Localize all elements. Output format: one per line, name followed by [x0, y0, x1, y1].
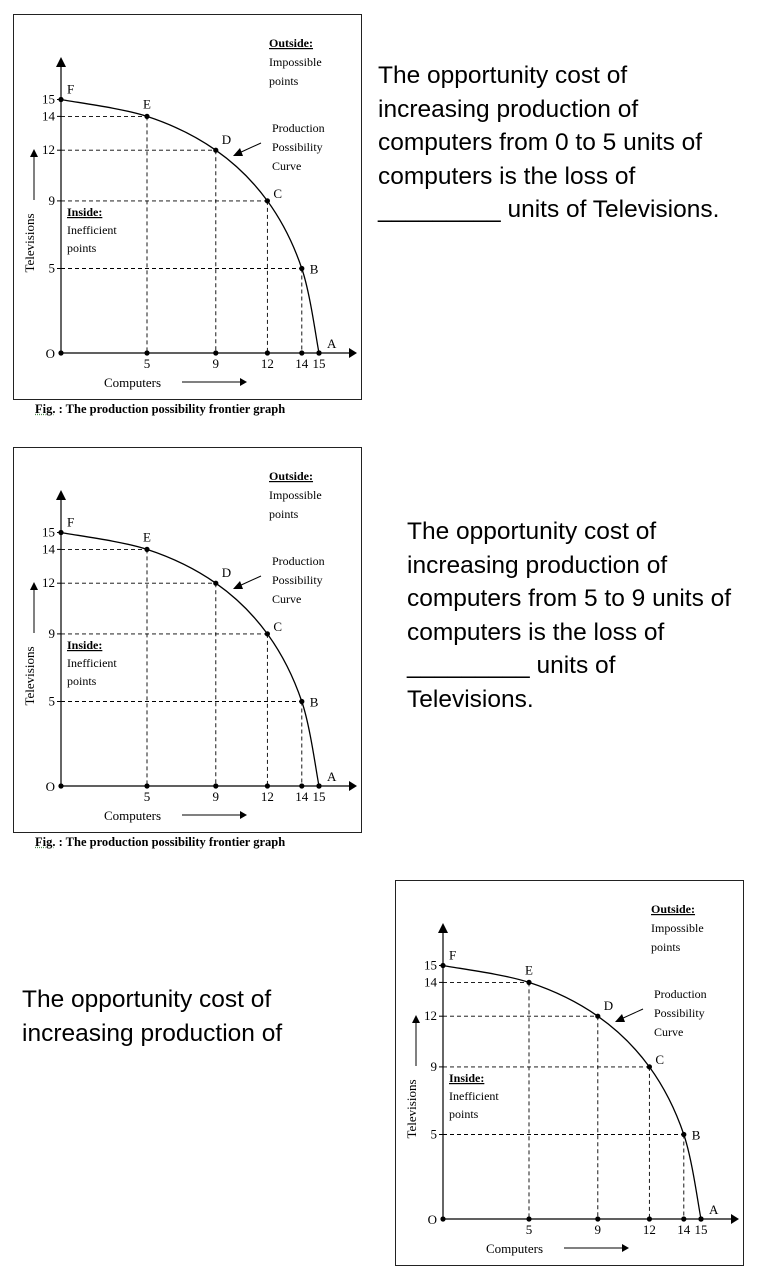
- x-tick-label: 9: [594, 1222, 602, 1237]
- ppf-chart-1: [14, 15, 363, 401]
- x-tick-label: 5: [525, 1222, 533, 1237]
- figure-caption-1: [35, 402, 285, 417]
- ppf-chart-panel-2: [13, 447, 362, 833]
- point-label-A: A: [327, 769, 337, 784]
- point-F: [58, 97, 63, 102]
- point-label-B: B: [309, 261, 319, 277]
- curve-annotation-arrow-line: [621, 1009, 643, 1019]
- ppf-chart-2: [14, 448, 363, 834]
- point-E: [526, 980, 531, 985]
- outside-text: points: [269, 507, 299, 521]
- x-tick-dot: [595, 1216, 600, 1221]
- point-B: [299, 266, 304, 271]
- curve-annotation-text: Production: [272, 554, 325, 568]
- inside-text: points: [67, 241, 97, 255]
- curve-annotation-arrow-line: [239, 576, 261, 586]
- y-tick-label: 14: [42, 541, 55, 557]
- y-axis-arrow: [56, 490, 66, 500]
- origin-dot: [58, 783, 63, 788]
- y-tick-label: 15: [42, 524, 55, 540]
- curve-annotation-text: Possibility: [272, 140, 323, 154]
- x-axis-arrow: [349, 781, 357, 791]
- outside-text: Impossible: [269, 488, 322, 502]
- point-label-D: D: [221, 132, 232, 148]
- point-label-F: F: [67, 514, 75, 530]
- point-label-E: E: [143, 96, 151, 112]
- x-label-arrow-head: [240, 811, 247, 819]
- inside-title: Inside:: [67, 638, 103, 652]
- question-text-1: The opportunity cost of increasing production of computers from 0 to 5 units of computers is the loss of _________ units of Televisions.: [378, 62, 720, 223]
- y-tick-label: 5: [48, 693, 55, 709]
- point-label-C: C: [655, 1051, 665, 1067]
- x-axis-arrow: [731, 1214, 739, 1224]
- question-text-2: The opportunity cost of increasing production of computers from 5 to 9 units of computers is the loss of _________ units of Televisions.: [407, 518, 732, 713]
- point-label-E: E: [143, 529, 151, 545]
- point-C: [647, 1064, 652, 1069]
- x-tick-dot: [299, 783, 304, 788]
- curve-annotation-arrow-line: [239, 143, 261, 153]
- curve-annotation-arrow-head: [233, 581, 243, 589]
- y-axis-label: Televisions: [404, 1079, 419, 1139]
- x-tick-dot: [144, 783, 149, 788]
- y-label-arrow-head: [412, 1015, 420, 1023]
- point-label-D: D: [603, 998, 614, 1014]
- y-tick-label: 5: [430, 1126, 437, 1142]
- curve-annotation-text: Possibility: [654, 1006, 705, 1020]
- x-axis-label: Computers: [104, 375, 162, 390]
- point-A: [316, 783, 321, 788]
- point-label-D: D: [221, 565, 232, 581]
- x-tick-label: 14: [295, 356, 309, 371]
- question-text-3: The opportunity cost of increasing production of: [22, 986, 283, 1047]
- point-A: [698, 1216, 703, 1221]
- ppf-chart-3: [396, 881, 745, 1267]
- point-label-A: A: [709, 1202, 719, 1217]
- point-label-E: E: [525, 962, 533, 978]
- x-axis-label: Computers: [104, 808, 162, 823]
- x-tick-dot: [647, 1216, 652, 1221]
- y-tick-label: 14: [42, 108, 55, 124]
- y-axis-label: Televisions: [22, 213, 37, 273]
- ppf-chart-panel-3: [395, 880, 744, 1266]
- y-tick-label: 15: [42, 91, 55, 107]
- x-tick-label: 14: [295, 789, 309, 804]
- x-tick-label: 15: [312, 789, 326, 804]
- origin-label: O: [45, 346, 55, 361]
- x-tick-label: 12: [260, 789, 274, 804]
- x-axis-label: Computers: [486, 1241, 544, 1256]
- curve-annotation-text: Curve: [272, 592, 302, 606]
- point-C: [265, 631, 270, 636]
- y-tick-label: 9: [48, 625, 55, 641]
- inside-text: Inefficient: [449, 1089, 499, 1103]
- curve-annotation-text: Production: [654, 987, 707, 1001]
- point-A: [316, 350, 321, 355]
- x-tick-dot: [213, 350, 218, 355]
- point-D: [595, 1014, 600, 1019]
- point-B: [299, 699, 304, 704]
- x-tick-label: 9: [212, 356, 220, 371]
- curve-annotation-text: Production: [272, 121, 325, 135]
- y-label-arrow-head: [30, 149, 38, 157]
- origin-label: O: [45, 779, 55, 794]
- ppf-chart-panel-1: [13, 14, 362, 400]
- curve-annotation-arrow-head: [615, 1014, 625, 1022]
- inside-title: Inside:: [67, 205, 103, 219]
- curve-annotation-text: Curve: [272, 159, 302, 173]
- x-tick-label: 5: [143, 356, 151, 371]
- inside-text: points: [67, 674, 97, 688]
- inside-title: Inside:: [449, 1071, 485, 1085]
- caption-label: Fig.: [35, 402, 56, 416]
- point-label-F: F: [449, 947, 457, 963]
- caption-text: : The production possibility frontier graph: [55, 835, 286, 849]
- inside-text: Inefficient: [67, 656, 117, 670]
- y-tick-label: 9: [430, 1058, 437, 1074]
- caption-text: : The production possibility frontier graph: [55, 402, 286, 416]
- x-tick-dot: [265, 350, 270, 355]
- outside-title: Outside:: [269, 469, 314, 483]
- x-tick-label: 5: [143, 789, 151, 804]
- origin-dot: [440, 1216, 445, 1221]
- x-tick-dot: [144, 350, 149, 355]
- point-D: [213, 148, 218, 153]
- x-tick-dot: [299, 350, 304, 355]
- point-label-F: F: [67, 81, 75, 97]
- outside-title: Outside:: [269, 36, 314, 50]
- y-tick-label: 9: [48, 192, 55, 208]
- point-F: [58, 530, 63, 535]
- point-E: [144, 114, 149, 119]
- x-tick-dot: [526, 1216, 531, 1221]
- y-tick-label: 12: [42, 575, 55, 591]
- x-tick-label: 12: [642, 1222, 656, 1237]
- y-axis-arrow: [438, 923, 448, 933]
- x-tick-label: 15: [312, 356, 326, 371]
- curve-annotation-arrow-head: [233, 148, 243, 156]
- x-tick-dot: [681, 1216, 686, 1221]
- x-tick-label: 14: [677, 1222, 691, 1237]
- x-label-arrow-head: [240, 378, 247, 386]
- origin-label: O: [427, 1212, 437, 1227]
- x-tick-label: 15: [694, 1222, 708, 1237]
- y-tick-label: 12: [424, 1008, 437, 1024]
- x-label-arrow-head: [622, 1244, 629, 1252]
- y-tick-label: 14: [424, 974, 437, 990]
- outside-text: Impossible: [651, 921, 704, 935]
- point-E: [144, 547, 149, 552]
- curve-annotation-text: Curve: [654, 1025, 684, 1039]
- y-tick-label: 5: [48, 260, 55, 276]
- origin-dot: [58, 350, 63, 355]
- y-axis-label: Televisions: [22, 646, 37, 706]
- outside-text: points: [269, 74, 299, 88]
- outside-text: points: [651, 940, 681, 954]
- point-D: [213, 581, 218, 586]
- x-tick-dot: [265, 783, 270, 788]
- point-label-C: C: [273, 185, 283, 201]
- x-tick-label: 9: [212, 789, 220, 804]
- point-label-A: A: [327, 336, 337, 351]
- point-F: [440, 963, 445, 968]
- inside-text: Inefficient: [67, 223, 117, 237]
- point-label-C: C: [273, 618, 283, 634]
- outside-text: Impossible: [269, 55, 322, 69]
- point-label-B: B: [691, 1127, 701, 1143]
- y-axis-arrow: [56, 57, 66, 67]
- caption-label: Fig.: [35, 835, 56, 849]
- x-tick-label: 12: [260, 356, 274, 371]
- x-tick-dot: [213, 783, 218, 788]
- outside-title: Outside:: [651, 902, 696, 916]
- curve-annotation-text: Possibility: [272, 573, 323, 587]
- inside-text: points: [449, 1107, 479, 1121]
- point-label-B: B: [309, 694, 319, 710]
- figure-caption-2: [35, 835, 285, 850]
- y-tick-label: 15: [424, 957, 437, 973]
- point-C: [265, 198, 270, 203]
- y-tick-label: 12: [42, 142, 55, 158]
- y-label-arrow-head: [30, 582, 38, 590]
- x-axis-arrow: [349, 348, 357, 358]
- point-B: [681, 1132, 686, 1137]
